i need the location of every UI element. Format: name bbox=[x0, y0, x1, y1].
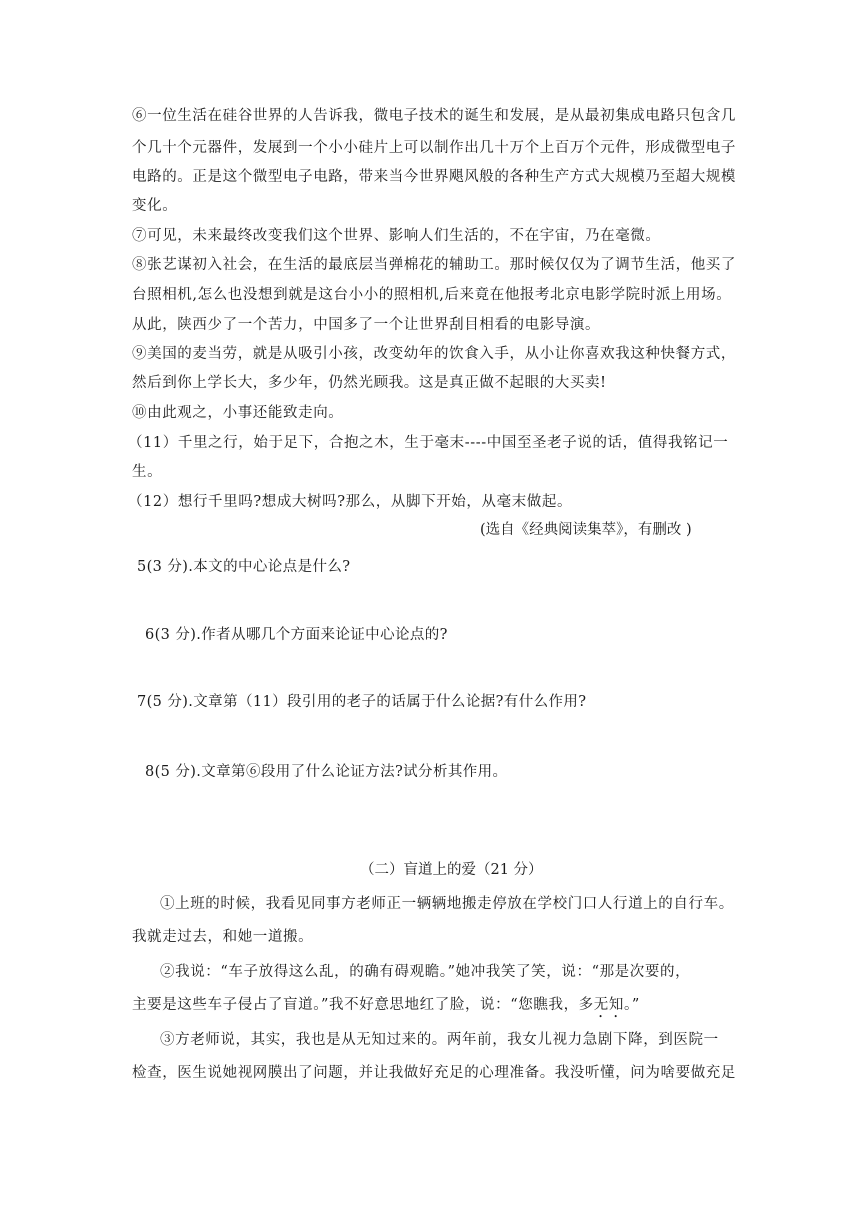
paragraph-8-line-2: 台照相机,怎么也没想到就是这台小小的照相机,后来竟在他报考北京电影学院时派上用场。 bbox=[132, 287, 732, 303]
paragraph-7: ⑦可见，未来最终改变我们这个世界、影响人们生活的，不在宇宙，乃在毫微。 bbox=[132, 228, 661, 244]
part2-paragraph-1-line-1: ①上班的时候，我看见同事方老师正一辆辆地搬走停放在学校门口人行道上的自行车。 bbox=[160, 896, 734, 912]
question-6: 6(3 分).作者从哪几个方面来论证中心论点的? bbox=[145, 627, 448, 643]
paragraph-8-line-3: 从此，陕西少了一个苦力，中国多了一个让世界刮目相看的电影导演。 bbox=[132, 317, 601, 333]
question-7: 7(5 分).文章第（11）段引用的老子的话属于什么论据?有什么作用? bbox=[137, 694, 587, 710]
section-2-title: （二）盲道上的爱（21 分） bbox=[360, 862, 543, 878]
paragraph-6-line-1: ⑥一位生活在硅谷世界的人告诉我，微电子技术的诞生和发展，是从最初集成电路只包含几 bbox=[132, 108, 736, 124]
question-8: 8(5 分).文章第⑥段用了什么论证方法?试分析其作用。 bbox=[145, 764, 508, 780]
part2-paragraph-2-line-2 bbox=[132, 993, 640, 1021]
paragraph-11-line-1: （11）千里之行，始于足下，合抱之木，生于毫末----中国至圣老子说的话，值得我铭记一 bbox=[128, 435, 729, 451]
paragraph-6-line-3: 电路的。正是这个微型电子电路，带来当今世界飓风般的各种生产方式大规模乃至超大规模 bbox=[132, 169, 736, 185]
question-5: 5(3 分).本文的中心论点是什么? bbox=[137, 559, 351, 575]
part2-paragraph-2-line-2-text: 主要是这些车子侵占了盲道。”我不好意思地红了脸，说：“您瞧我，多 bbox=[132, 997, 594, 1013]
part2-paragraph-2-line-1: ②我说：“车子放得这么乱，的确有碍观瞻。”她冲我笑了笑，说：“那是次要的， bbox=[160, 964, 691, 980]
part2-paragraph-3-line-1: ③方老师说，其实，我也是从无知过来的。两年前，我女儿视力急剧下降，到医院一 bbox=[160, 1032, 719, 1048]
paragraph-9-line-2: 然后到你上学长大，多少年，仍然光顾我。这是真正做不起眼的大买卖! bbox=[132, 375, 607, 391]
paragraph-9-line-1: ⑨美国的麦当劳，就是从吸引小孩，改变幼年的饮食入手，从小让你喜欢我这种快餐方式， bbox=[132, 346, 736, 362]
part2-paragraph-2-line-2-end: 。” bbox=[623, 997, 640, 1013]
part2-paragraph-1-line-2: 我就走过去，和她一道搬。 bbox=[132, 929, 314, 945]
source-citation: (选自《经典阅读集萃》，有删改 ) bbox=[480, 522, 692, 538]
emphasized-word: 无知 bbox=[593, 997, 624, 1013]
paragraph-11-line-2: 生。 bbox=[132, 464, 163, 480]
paragraph-10: ⑩由此观之，小事还能致走向。 bbox=[132, 405, 344, 421]
paragraph-8-line-1: ⑧张艺谋初入社会，在生活的最底层当弹棉花的辅助工。那时候仅仅为了调节生活，他买了 bbox=[132, 257, 736, 273]
part2-paragraph-3-line-2: 检查，医生说她视网膜出了问题，并让我做好充足的心理准备。我没听懂，问为啥要做充足 bbox=[132, 1065, 736, 1081]
paragraph-6-line-4: 变化。 bbox=[132, 198, 178, 214]
paragraph-6-line-2: 个几十个元器件，发展到一个小小硅片上可以制作出几十万个上百万个元件，形成微型电子 bbox=[132, 140, 736, 156]
paragraph-12: （12）想行千里吗?想成大树吗?那么，从脚下开始，从毫末做起。 bbox=[128, 494, 573, 510]
